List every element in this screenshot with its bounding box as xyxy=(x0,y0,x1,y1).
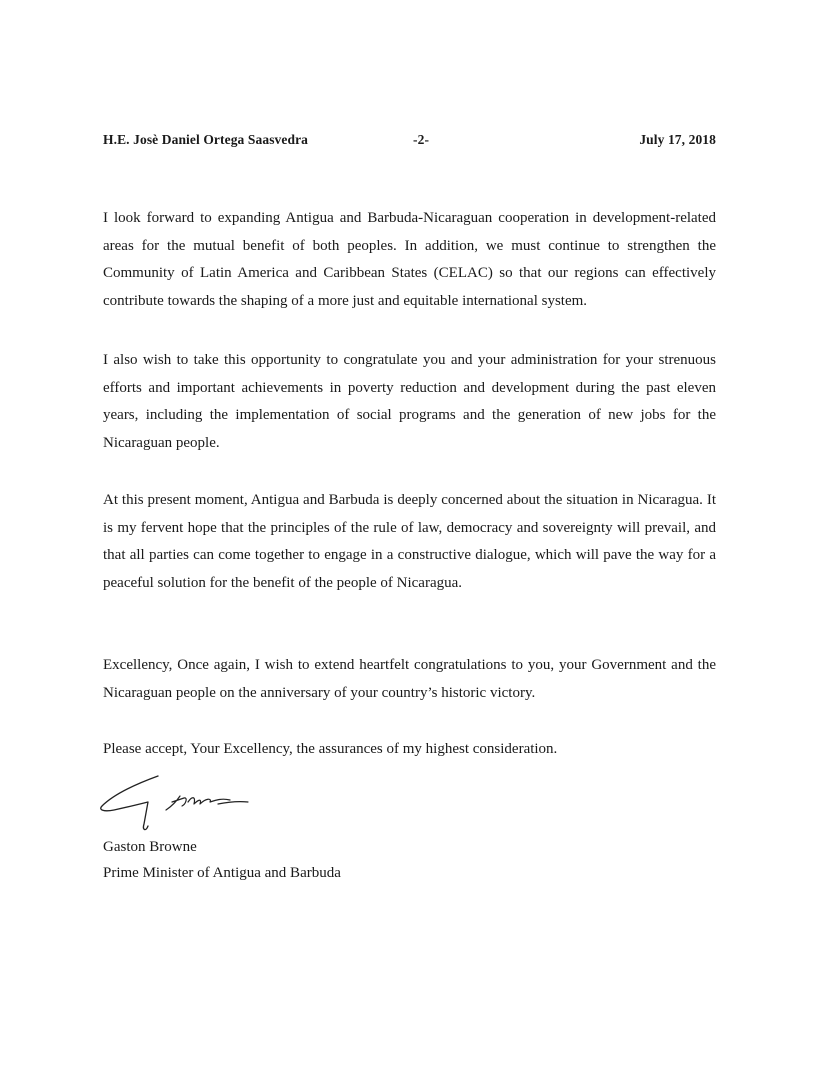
body-paragraph-3: At this present moment, Antigua and Barbuda is deeply concerned about the situation in Nicaragua. It is my fervent hope that the principles of the rule of law, democracy and sovereignty will prevail, and that all parties can come together to engage in a constructive dialogue, which will pave the way for a peaceful solution for the benefit of the people of Nicaragua. xyxy=(103,492,716,591)
body-paragraph-1: I look forward to expanding Antigua and Barbuda-Nicaraguan cooperation in development-related areas for the mutual benefit of both peoples. In addition, we must continue to strengthen the Community of Latin America and Caribbean States (CELAC) so that our regions can effectively contribute towards the shaping of a more just and equitable international system. xyxy=(103,210,716,309)
header-addressee: H.E. Josè Daniel Ortega Saasvedra xyxy=(103,132,309,147)
header-page-number: -2- xyxy=(413,132,430,147)
signatory-title: Prime Minister of Antigua and Barbuda xyxy=(103,865,341,881)
body-paragraph-2: I also wish to take this opportunity to congratulate you and your administration for your strenuous efforts and important achievements in poverty reduction and development during the past eleven years, including the implementation of social programs and the generation of new jobs for the Nicaraguan people. xyxy=(103,352,716,451)
closing-line: Please accept, Your Excellency, the assurances of my highest consideration. xyxy=(103,741,558,757)
header-date: July 17, 2018 xyxy=(639,132,716,147)
signatory-name: Gaston Browne xyxy=(103,839,197,855)
letter-header xyxy=(103,132,716,150)
body-paragraph-4: Excellency, Once again, I wish to extend heartfelt congratulations to you, your Government and the Nicaraguan people on the anniversary of your country’s historic victory. xyxy=(103,657,716,701)
handwritten-signature xyxy=(96,772,256,836)
